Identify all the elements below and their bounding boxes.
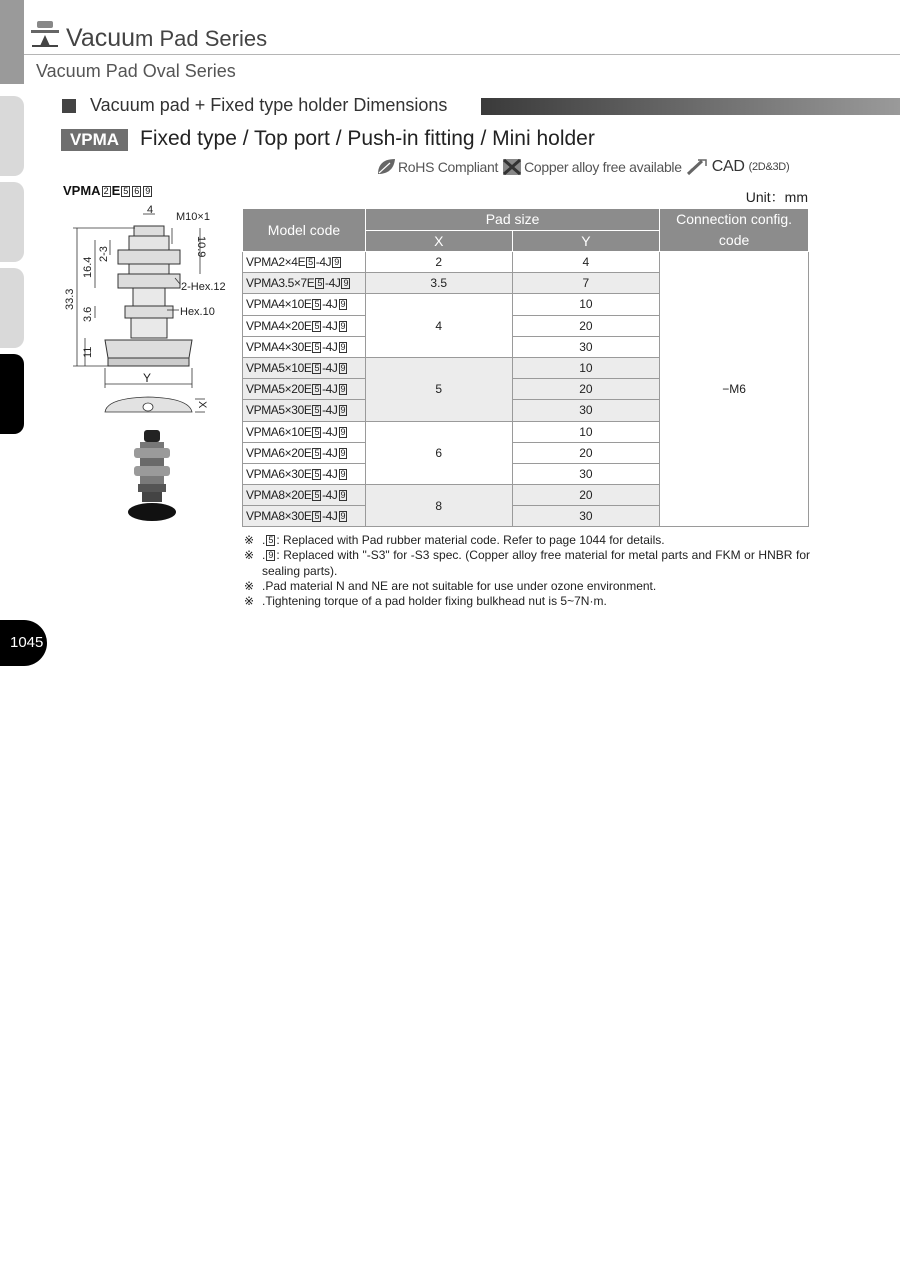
y-cell: 30 (512, 463, 660, 484)
x-cell: 3.5 (365, 273, 512, 294)
x-cell: 5 (365, 357, 512, 421)
model-cell: VPMA2×4E 5 -4J 9 (243, 252, 366, 273)
model-cell: VPMA6×20E 5 -4J 9 (243, 442, 366, 463)
hex10-label: Hex.10 (180, 306, 215, 318)
x-label: X (196, 401, 208, 409)
model-cell: VPMA8×20E 5 -4J 9 (243, 485, 366, 506)
unit-label: Unit：mm (745, 189, 808, 205)
section-heading (62, 95, 447, 116)
product-title: Fixed type / Top port / Push-in fitting / Mini holder (140, 127, 595, 150)
y-cell: 20 (512, 379, 660, 400)
cad-text[interactable]: CAD (711, 158, 745, 175)
series-title: Vacuum Pad Series (66, 24, 268, 52)
side-tab-3[interactable] (0, 268, 24, 348)
x-cell: 6 (365, 421, 512, 485)
product-photo (122, 428, 182, 523)
header-divider (24, 54, 900, 55)
header-connection: Connection config. code (660, 209, 809, 252)
hex12-label: 2-Hex.12 (181, 281, 226, 293)
dim-4: 4 (147, 204, 154, 216)
side-header-block (0, 0, 24, 84)
compliance-line (376, 158, 789, 176)
note-3: ※ .Pad material N and NE are not suitable for use under ozone environment. (244, 578, 657, 593)
dim-10-9: 10.9 (195, 236, 207, 258)
header-x: X (365, 230, 512, 252)
header-y: Y (512, 230, 660, 252)
copper-free-icon (502, 158, 522, 176)
side-tab-active[interactable] (0, 354, 24, 434)
sub-title: Vacuum Pad Oval Series (36, 61, 236, 81)
leaf-icon (376, 158, 396, 176)
model-cell: VPMA4×10E 5 -4J 9 (243, 294, 366, 315)
model-cell: VPMA4×30E 5 -4J 9 (243, 336, 366, 357)
y-cell: 30 (512, 506, 660, 527)
cad-sub-text: (2D&3D) (748, 161, 790, 173)
dim-11: 11 (82, 346, 94, 358)
thread-label: M10×1 (176, 211, 210, 223)
note-4: ※ .Tightening torque of a pad holder fixing bulkhead nut is 5~7N·m. (244, 594, 607, 609)
section-heading-text: Vacuum pad + Fixed type holder Dimensions (90, 95, 448, 115)
header-pad-size: Pad size (365, 209, 659, 231)
side-tab-1[interactable] (0, 96, 24, 176)
model-cell: VPMA5×20E 5 -4J 9 (243, 379, 366, 400)
cad-icon (686, 158, 708, 176)
model-cell: VPMA5×10E 5 -4J 9 (243, 357, 366, 378)
y-cell: 10 (512, 357, 660, 378)
dim-3-6: 3.6 (82, 306, 94, 322)
y-cell: 20 (512, 315, 660, 336)
y-cell: 10 (512, 294, 660, 315)
y-cell: 7 (512, 273, 660, 294)
model-code-pattern: VPMA 2 E 5 6 9 (63, 183, 151, 198)
y-cell: 30 (512, 400, 660, 421)
vpma-badge: VPMA (61, 129, 128, 151)
y-cell: 20 (512, 485, 660, 506)
square-bullet-icon (62, 99, 76, 113)
x-cell: 4 (365, 294, 512, 358)
note-1: ※ . 5 : Replaced with Pad rubber material code. Refer to page 1044 for details. (244, 533, 665, 547)
copper-free-text: Copper alloy free available (524, 159, 682, 175)
rohs-text: RoHS Compliant (398, 159, 499, 175)
y-cell: 30 (512, 336, 660, 357)
model-cell: VPMA6×10E 5 -4J 9 (243, 421, 366, 442)
dimensions-table (242, 208, 809, 527)
y-cell: 4 (512, 252, 660, 273)
model-cell: VPMA5×30E 5 -4J 9 (243, 400, 366, 421)
dim-33-3: 33.3 (64, 288, 76, 310)
notes (244, 533, 810, 609)
table-row (243, 252, 809, 273)
dim-2-3: 2-3 (98, 246, 110, 262)
header-model-code: Model code (243, 209, 366, 252)
model-cell: VPMA6×30E 5 -4J 9 (243, 463, 366, 484)
dim-16-4: 16.4 (82, 256, 94, 278)
connection-cell: −M6 (660, 252, 809, 527)
side-tab-2[interactable] (0, 182, 24, 262)
note-2: ※ . 9 : Replaced with "-S3" for -S3 spec. (Copper alloy free material for metal parts and FKM or HNBR for sealing parts). (244, 548, 810, 578)
model-cell: VPMA4×20E 5 -4J 9 (243, 315, 366, 336)
section-gradient-bar (481, 98, 900, 115)
vacuum-pad-icon (30, 20, 60, 48)
y-cell: 20 (512, 442, 660, 463)
model-cell: VPMA8×30E 5 -4J 9 (243, 506, 366, 527)
y-label: Y (143, 371, 152, 385)
x-cell: 2 (365, 252, 512, 273)
y-cell: 10 (512, 421, 660, 442)
x-cell: 8 (365, 485, 512, 527)
model-cell: VPMA3.5×7E 5 -4J 9 (243, 273, 366, 294)
dimension-drawing (55, 200, 240, 420)
page-number: 1045 (0, 620, 47, 666)
